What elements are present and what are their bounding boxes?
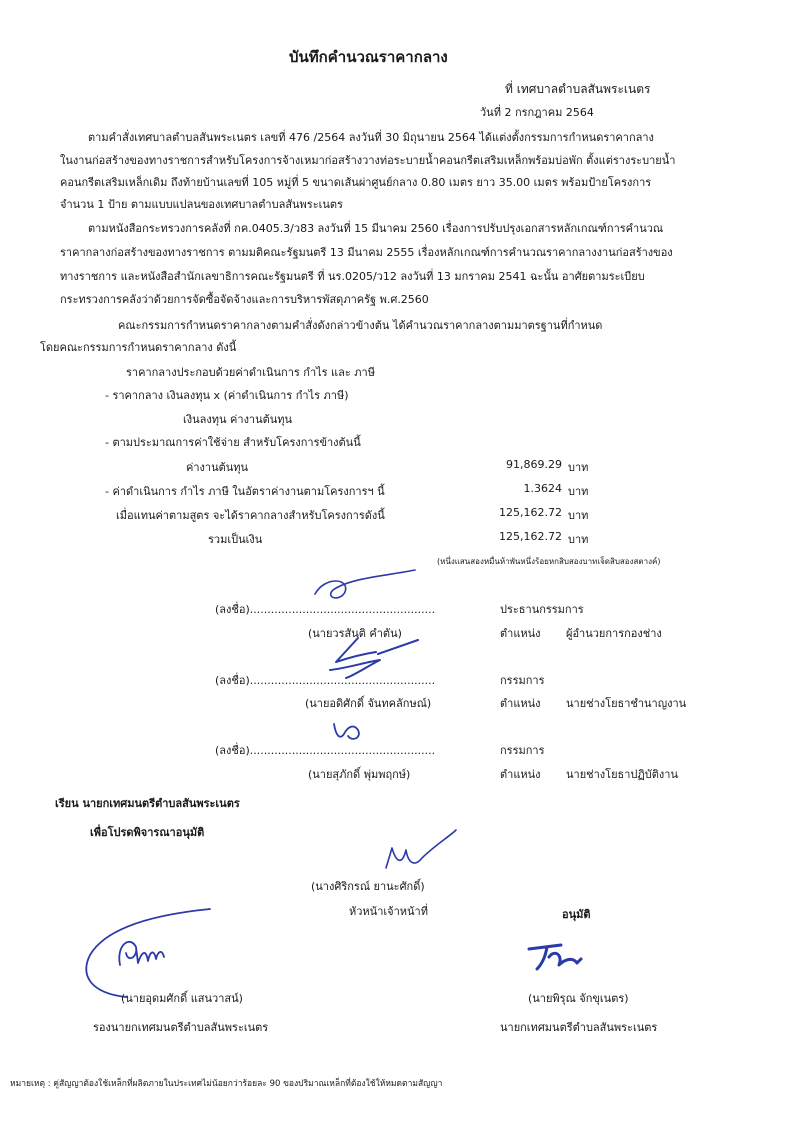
addressee: เรียน นายกเทศมนตรีตำบลสันพระเนตร <box>55 797 240 810</box>
cost-label: เมื่อแทนค่าตามสูตร จะได้ราคากลางสำหรับโครงการดังนี้ <box>116 509 385 522</box>
footnote: หมายเหตุ : คู่สัญญาต้องใช้เหล็กที่ผลิตภายในประเทศไม่น้อยกว่าร้อยละ 90 ของปริมาณเหล็กที่ต้องใช้ให้หมดตามสัญญา <box>10 1079 443 1089</box>
approval-label: อนุมัติ <box>562 908 591 921</box>
cost-unit: บาท <box>568 509 589 522</box>
signature-line: (ลงชื่อ)..................................................... <box>215 603 436 616</box>
paragraph-1-line: ตามคำสั่งเทศบาลตำบลสันพระเนตร เลขที่ 476 /2564 ลงวันที่ 30 มิถุนายน 2564 ได้แต่งตั้งกรรมการกำหนดราคากลาง <box>88 131 654 144</box>
position-label: ตำแหน่ง <box>500 697 541 710</box>
total-label: รวมเป็นเงิน <box>208 533 263 546</box>
paragraph-2-line: ตามหนังสือกระทรวงการคลังที่ กค.0405.3/ว83 ลงวันที่ 15 มีนาคม 2560 เรื่องการปรับปรุงเอกสารหลักเกณฑ์การคำนวณ <box>88 222 664 235</box>
head-official-name: (นางศิริกรณ์ ยานะศักดิ์) <box>311 880 425 893</box>
total-unit: บาท <box>568 533 589 546</box>
position-label: ตำแหน่ง <box>500 627 541 640</box>
cost-value: 91,869.29 <box>506 458 562 471</box>
paragraph-1-line: ในงานก่อสร้างของทางราชการสำหรับโครงการจ้างเหมาก่อสร้างวางท่อระบายน้ำคอนกรีตเสริมเหล็กพร้อมบ่อพัก ตั้งแต่รางระบายน้ำ <box>60 154 676 167</box>
cost-label: ค่างานต้นทุน <box>186 461 249 474</box>
page-title: บันทึกคำนวณราคากลาง <box>289 48 448 66</box>
head-official-title: หัวหน้าเจ้าหน้าที่ <box>349 905 428 918</box>
signer-role: กรรมการ <box>500 744 545 757</box>
deputy-name: (นายอุดมศักดิ์ แสนวาสน์) <box>121 992 243 1005</box>
amount-in-words: (หนึ่งแสนสองหมื่นห้าพันหนึ่งร้อยหกสิบสองบาทเจ็ดสิบสองสตางค์) <box>437 557 661 566</box>
head-official-signature-mark <box>378 828 458 878</box>
cost-value: 125,162.72 <box>499 506 562 519</box>
cost-unit: บาท <box>568 485 589 498</box>
deputy-title: รองนายกเทศมนตรีตำบลสันพระเนตร <box>93 1021 269 1034</box>
paragraph-3-line: โดยคณะกรรมการกำหนดราคากลาง ดังนี้ <box>40 341 237 354</box>
paragraph-1-line: จำนวน 1 ป้าย ตามแบบแปลนของเทศบาลตำบลสันพระเนตร <box>60 198 343 211</box>
paragraph-1-line: คอนกรีตเสริมเหล็กเดิม ถึงท้ายบ้านเลขที่ 105 หมู่ที่ 5 ขนาดเส้นผ่าศูนย์กลาง 0.80 เมตร ยาว 35.00 เมตร พร้อมป้ายโครงการ <box>60 176 652 189</box>
signer-name: (นายสุภักดิ์ พุ่มพฤกษ์) <box>308 768 411 781</box>
cost-label: - ค่าดำเนินการ กำไร ภาษี ในอัตราค่างานตามโครงการฯ นี้ <box>105 485 385 498</box>
formula-line: ราคากลางประกอบด้วยค่าดำเนินการ กำไร และ ภาษี <box>126 366 375 379</box>
mayor-title: นายกเทศมนตรีตำบลสันพระเนตร <box>500 1021 658 1034</box>
approval-request: เพื่อโปรดพิจารณาอนุมัติ <box>90 826 205 839</box>
signer-position: นายช่างโยธาชำนาญงาน <box>566 697 687 710</box>
total-value: 125,162.72 <box>499 530 562 543</box>
cost-unit: บาท <box>568 461 589 474</box>
document-date: วันที่ 2 กรกฎาคม 2564 <box>480 106 594 119</box>
paragraph-2-line: ราคากลางก่อสร้างของทางราชการ ตามมติคณะรัฐมนตรี 13 มีนาคม 2555 เรื่องหลักเกณฑ์การคำนวณราคากลางงานก่อสร้างของ <box>60 246 673 259</box>
signature-line: (ลงชื่อ)..................................................... <box>215 674 436 687</box>
signer-position: ผู้อำนวยการกองช่าง <box>566 627 662 640</box>
formula-line: - ราคากลาง เงินลงทุน x (ค่าดำเนินการ กำไร ภาษี) <box>105 389 349 402</box>
formula-line: เงินลงทุน ค่างานต้นทุน <box>183 413 293 426</box>
office-location: ที่ เทศบาลตำบลสันพระเนตร <box>505 82 651 96</box>
deputy-signature-mark <box>80 905 220 1000</box>
signer-name: (นายอดิศักดิ์ จันทคลักษณ์) <box>305 697 432 710</box>
mayor-signature-mark <box>525 935 585 975</box>
signer-role: ประธานกรรมการ <box>500 603 584 616</box>
position-label: ตำแหน่ง <box>500 768 541 781</box>
mayor-name: (นายพิรุณ จักขุเนตร) <box>528 992 629 1005</box>
paragraph-2-line: กระทรวงการคลังว่าด้วยการจัดซื้อจัดจ้างและการบริหารพัสดุภาครัฐ พ.ศ.2560 <box>60 293 429 306</box>
paragraph-3-line: คณะกรรมการกำหนดราคากลางตามคำสั่งดังกล่าวข้างต้น ได้คำนวณราคากลางตามมาตรฐานที่กำหนด <box>118 319 603 332</box>
signer-position: นายช่างโยธาปฏิบัติงาน <box>566 768 678 781</box>
signer-name: (นายวรสันติ คำตัน) <box>308 627 402 640</box>
cost-value: 1.3624 <box>523 482 562 495</box>
formula-line: - ตามประมาณการค่าใช้จ่าย สำหรับโครงการข้างต้นนี้ <box>105 436 361 449</box>
paragraph-2-line: ทางราชการ และหนังสือสำนักเลขาธิการคณะรัฐมนตรี ที่ นร.0205/ว12 ลงวันที่ 13 มกราคม 2541 ฉะนั้น อาศัยตามระเบียบ <box>60 270 645 283</box>
signer-role: กรรมการ <box>500 674 545 687</box>
signature-line: (ลงชื่อ)..................................................... <box>215 744 436 757</box>
